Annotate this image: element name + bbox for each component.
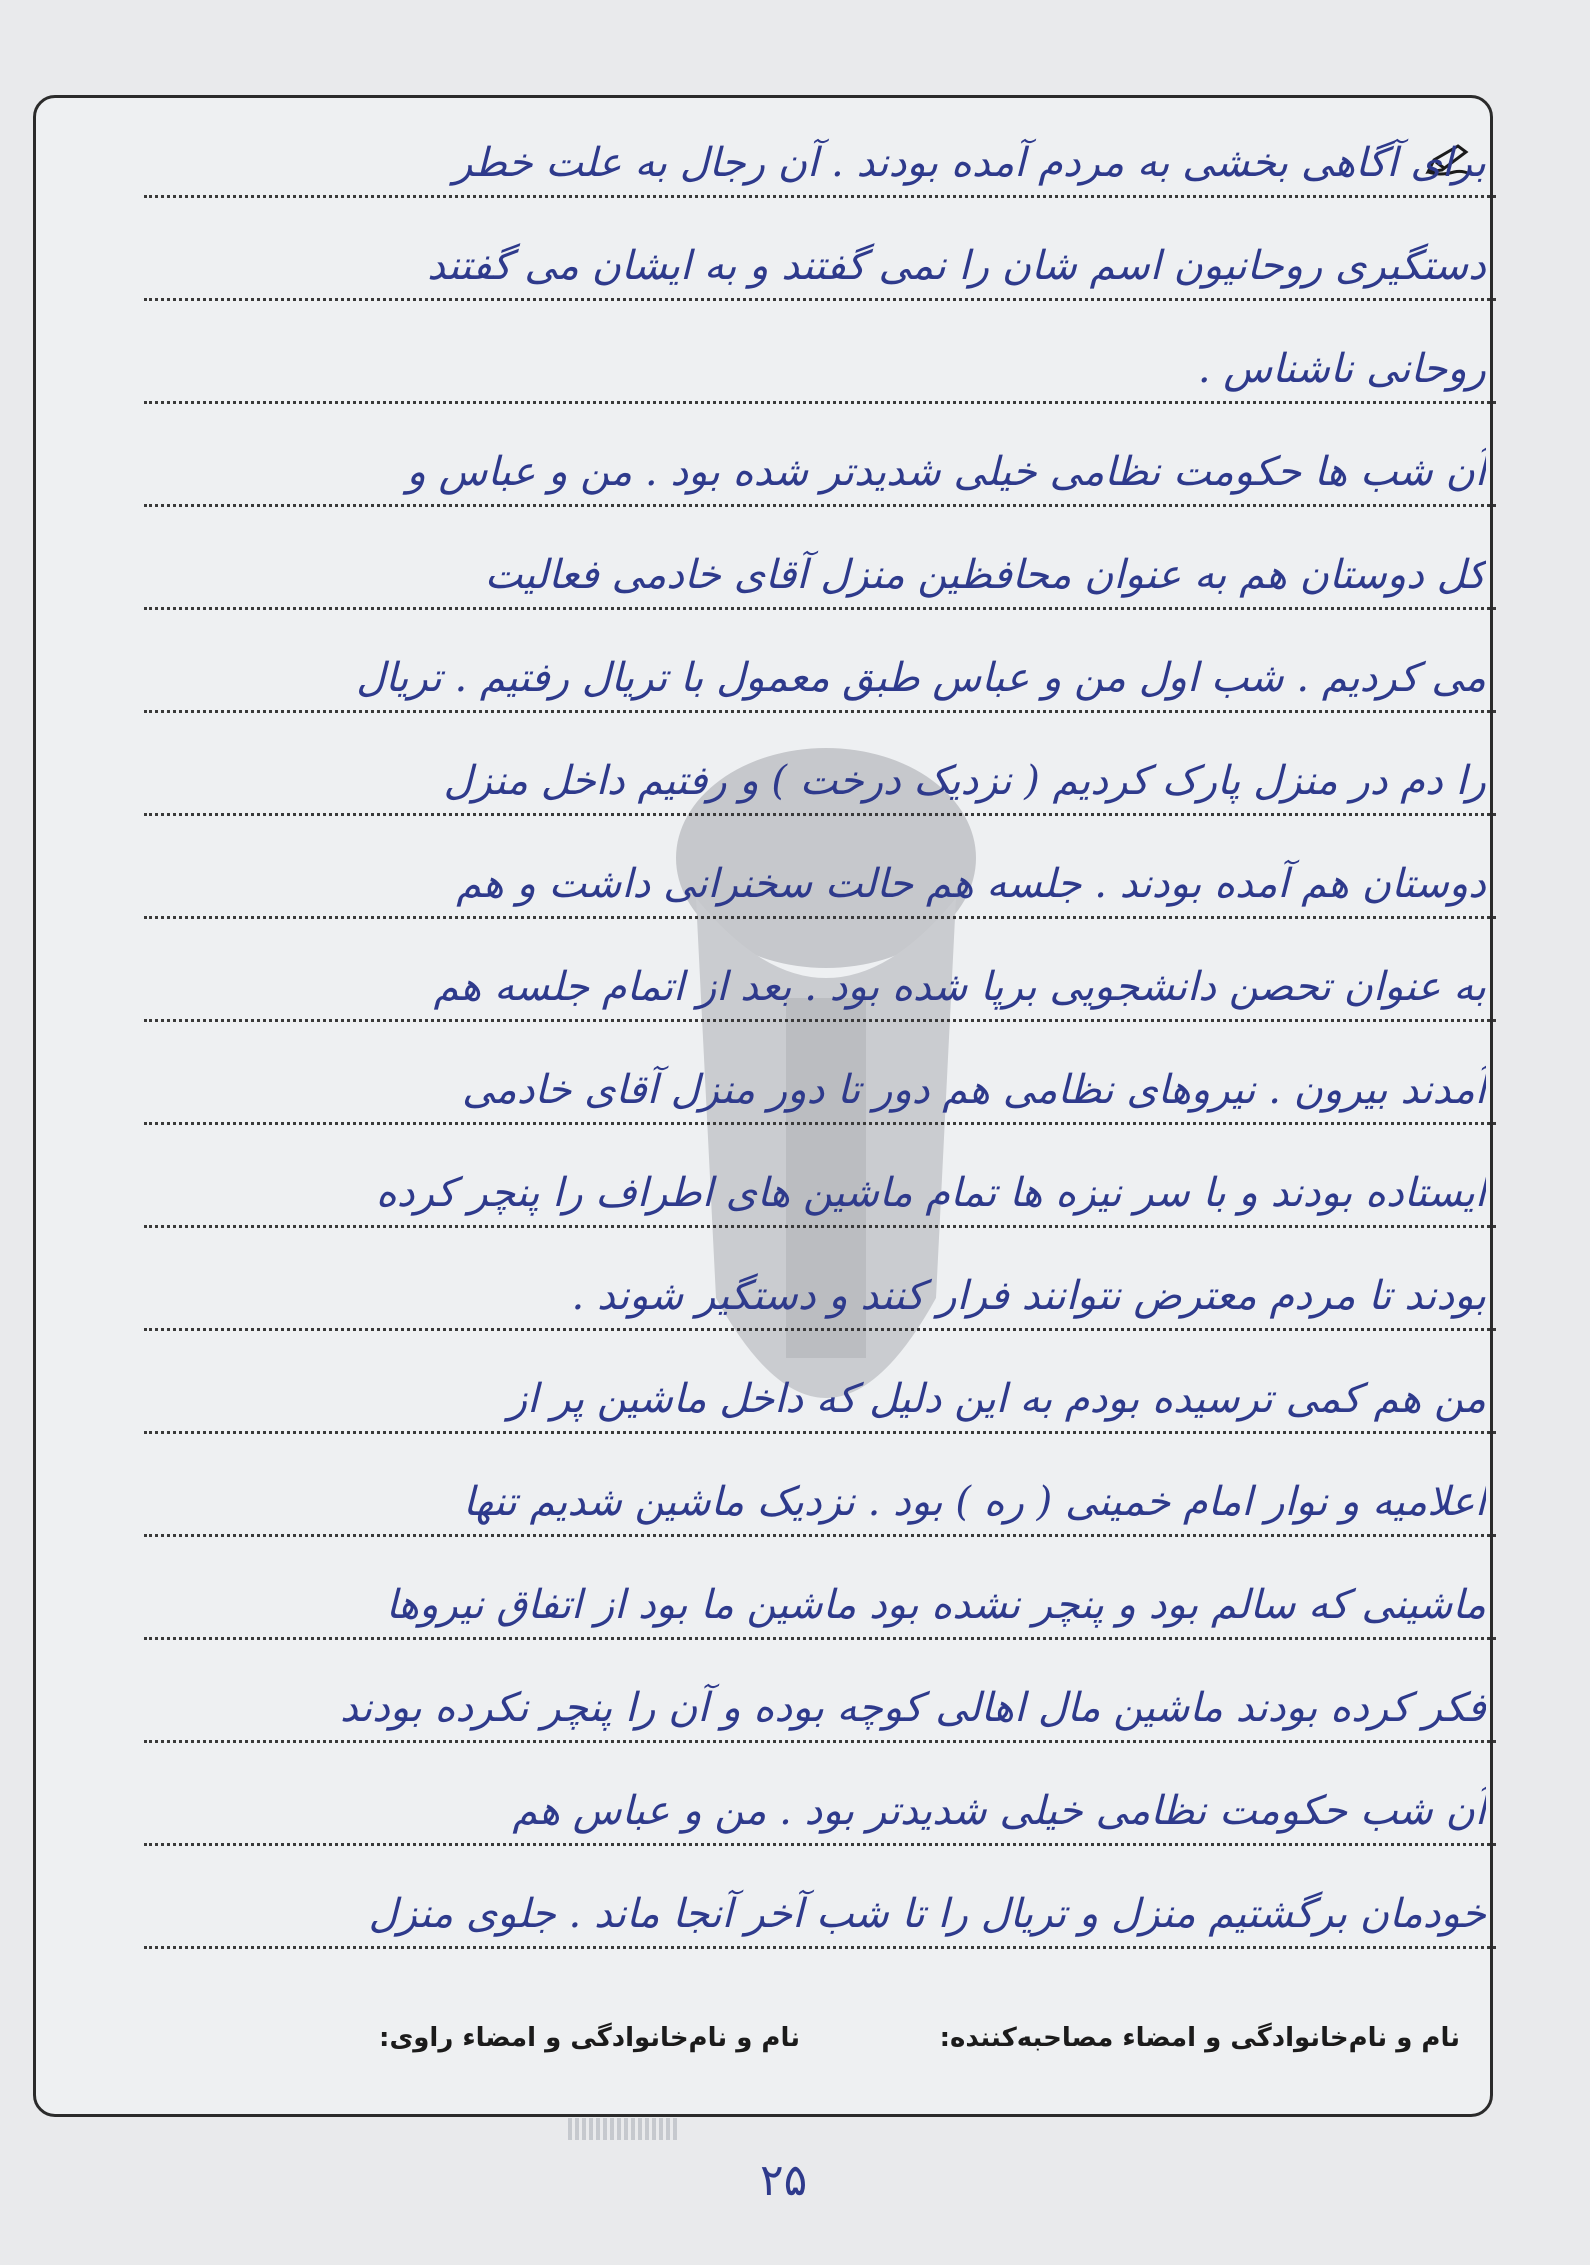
handwritten-text: آن شب ها حکومت نظامی خیلی شدیدتر شده بود . من و عباس و <box>406 449 1486 495</box>
handwritten-text: آمدند بیرون . نیروهای نظامی هم دور تا دور منزل آقای خادمی <box>461 1067 1486 1113</box>
narrator-signature-label: نام و نام‌خانوادگی و امضاء راوی: <box>379 2023 800 2053</box>
handwritten-text: من هم کمی ترسیده بودم به این دلیل که داخل ماشین پر از <box>507 1376 1486 1422</box>
handwritten-line-10 <box>144 1025 1496 1125</box>
handwritten-line-8 <box>144 819 1496 919</box>
handwritten-line-1 <box>144 98 1496 198</box>
handwritten-text: اعلامیه و نوار امام خمینی ( ره ) بود . نزدیک ماشین شدیم تنها <box>463 1479 1486 1525</box>
interviewer-signature-label: نام و نام‌خانوادگی و امضاء مصاحبه‌کننده: <box>939 2023 1460 2053</box>
handwritten-text: را دم در منزل پارک کردیم ( نزدیک درخت ) و رفتیم داخل منزل <box>443 758 1486 804</box>
handwritten-text: می کردیم . شب اول من و عباس طبق معمول با تریال رفتیم . تریال <box>356 655 1486 701</box>
handwritten-text: فکر کرده بودند ماشین مال اهالی کوچه بوده و آن را پنچر نکرده بودند <box>339 1685 1486 1731</box>
handwritten-text: دستگیری روحانیون اسم شان را نمی گفتند و به ایشان می گفتند <box>427 243 1486 289</box>
handwritten-line-5 <box>144 510 1496 610</box>
signature-footer <box>36 2023 1490 2083</box>
faint-stamp <box>568 2118 678 2140</box>
handwritten-line-11 <box>144 1128 1496 1228</box>
handwritten-text: بودند تا مردم معترض نتوانند فرار کنند و دستگیر شوند . <box>571 1273 1486 1319</box>
handwritten-line-6 <box>144 613 1496 713</box>
handwritten-text: به عنوان تحصن دانشجویی برپا شده بود . بعد از اتمام جلسه هم <box>433 964 1486 1010</box>
handwritten-text: دوستان هم آمده بودند . جلسه هم حالت سخنرانی داشت و هم <box>456 861 1486 907</box>
handwritten-text: آن شب حکومت نظامی خیلی شدیدتر بود . من و عباس هم <box>512 1788 1486 1834</box>
handwritten-line-15 <box>144 1540 1496 1640</box>
handwritten-line-12 <box>144 1231 1496 1331</box>
handwritten-text: روحانی ناشناس . <box>1197 346 1486 392</box>
handwritten-text: برای آگاهی بخشی به مردم آمده بودند . آن رجال به علت خطر <box>453 140 1486 186</box>
handwritten-line-16 <box>144 1643 1496 1743</box>
handwritten-line-17 <box>144 1746 1496 1846</box>
handwritten-text: ماشینی که سالم بود و پنچر نشده بود ماشین ما بود از اتفاق نیروها <box>385 1582 1486 1628</box>
handwritten-line-14 <box>144 1437 1496 1537</box>
handwritten-text: ایستاده بودند و با سر نیزه ها تمام ماشین های اطراف را پنچر کرده <box>375 1170 1486 1216</box>
handwritten-text: کل دوستان هم به عنوان محافظین منزل آقای خادمی فعالیت <box>484 552 1486 598</box>
handwritten-line-3 <box>144 304 1496 404</box>
handwritten-line-9 <box>144 922 1496 1022</box>
handwritten-line-13 <box>144 1334 1496 1434</box>
page-number: ۲۵ <box>760 2155 808 2206</box>
handwritten-line-2 <box>144 201 1496 301</box>
handwritten-line-4 <box>144 407 1496 507</box>
page-frame <box>33 95 1493 2117</box>
handwritten-line-18 <box>144 1849 1496 1949</box>
handwritten-line-7 <box>144 716 1496 816</box>
handwritten-text: خودمان برگشتیم منزل و تریال را تا شب آخر آنجا ماند . جلوی منزل <box>368 1891 1486 1937</box>
